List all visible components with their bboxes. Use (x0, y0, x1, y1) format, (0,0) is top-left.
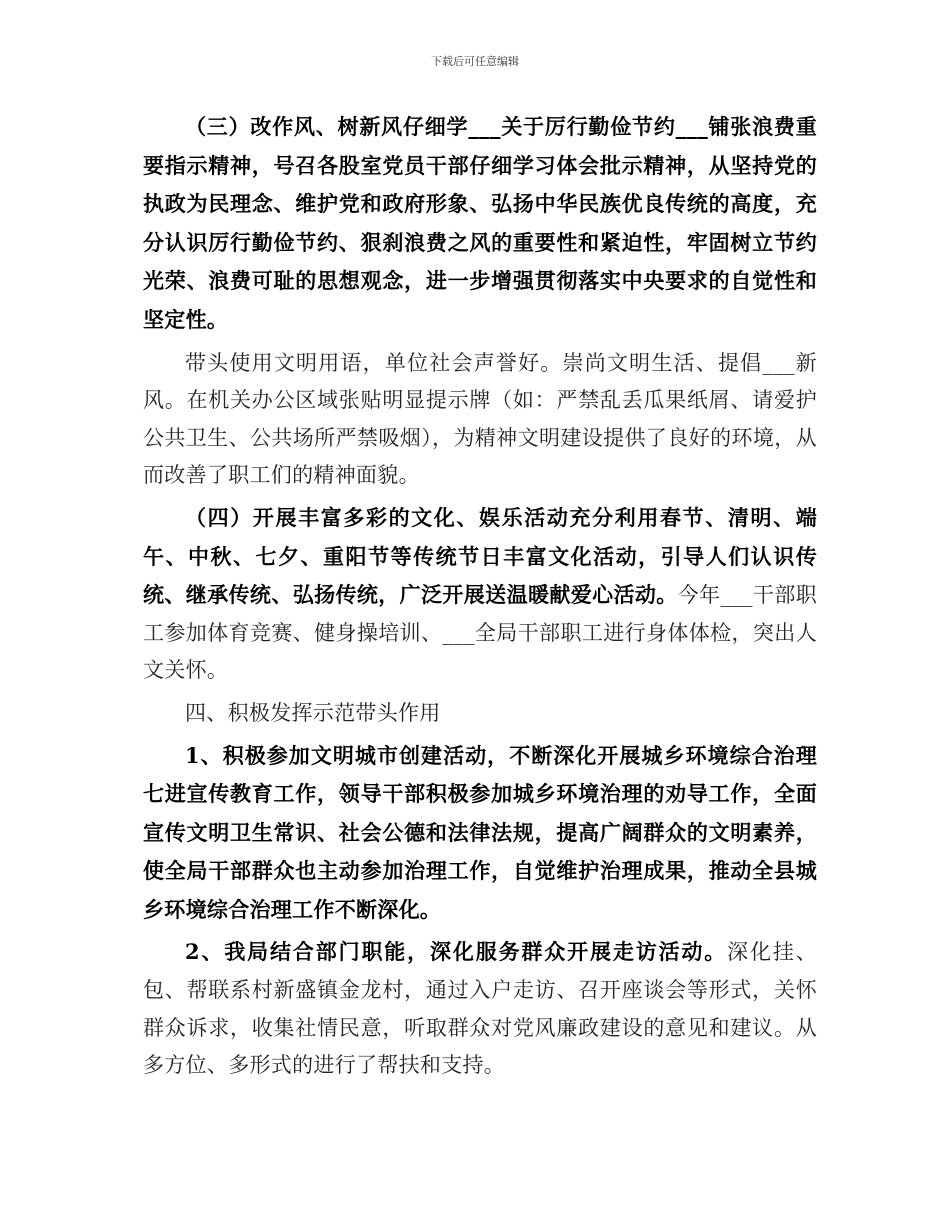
paragraph-bold-text: （四）开展丰富多彩的文化、娱乐活动充分利用春节、清明、端午、中秋、七夕、重阳节等传统节日丰富文化活动，引导人们认识传统、继承传统、弘扬传统，广泛开展送温暖献爱心活动。 (143, 504, 817, 608)
paragraph-item-1 (143, 737, 817, 930)
paragraph-bold-text: （三）改作风、树新风仔细学___关于厉行勤俭节约___铺张浪费重要指示精神，号召各股室党员干部仔细学习体会批示精神，从坚持党的执政为民理念、维护党和政府形象、弘扬中华民族优良传统的高度，充分认识厉行勤俭节约、狠刹浪费之风的重要性和紧迫性，牢固树立节约光荣、浪费可耻的思想观念，进一步增强贯彻落实中央要求的自觉性和坚定性。 (143, 114, 817, 332)
paragraph-item-2 (143, 933, 817, 1084)
paragraph-normal-text: 今年___干部职工参加体育竞赛、健身操培训、___全局干部职工进行身体体检，突出人文关怀。 (143, 583, 818, 683)
paragraph-bold-text: 1、积极参加文明城市创建活动，不断深化开展城乡环境综合治理七进宣传教育工作，领导干部积极参加城乡环境治理的劝导工作，全面宣传文明卫生常识、社会公德和法律法规，提高广阔群众的文明素养，使全局干部群众也主动参加治理工作，自觉维护治理成果，推动全县城乡环境综合治理工作不断深化。 (143, 742, 817, 922)
paragraph-normal-text: 深化挂、包、帮联系村新盛镇金龙村，通过入户走访、召开座谈会等形式，关怀群众诉求，收集社情民意，听取群众对党风廉政建设的意见和建议。从多方位、多形式的进行了帮扶和支持。 (143, 940, 818, 1078)
document-body (143, 108, 817, 1085)
page-header: 下载后可任意编辑 (431, 55, 519, 68)
paragraph-normal-text: 带头使用文明用语，单位社会声誉好。崇尚文明生活、提倡___新风。在机关办公区域张贴明显提示牌（如：严禁乱丢瓜果纸屑、请爱护公共卫生、公共场所严禁吸烟），为精神文明建设提供了良好的环境，从而改善了职工们的精神面貌。 (143, 350, 817, 488)
paragraph-3-work-style (143, 108, 817, 340)
paragraph-normal-text: 四、积极发挥示范带头作用 (185, 700, 441, 725)
paragraph-4-cultural-activities (143, 499, 817, 690)
paragraph-civil-language (143, 344, 817, 495)
paragraph-bold-text: 2、我局结合部门职能，深化服务群众开展走访活动。 (185, 939, 728, 965)
section-heading-4 (143, 694, 817, 733)
